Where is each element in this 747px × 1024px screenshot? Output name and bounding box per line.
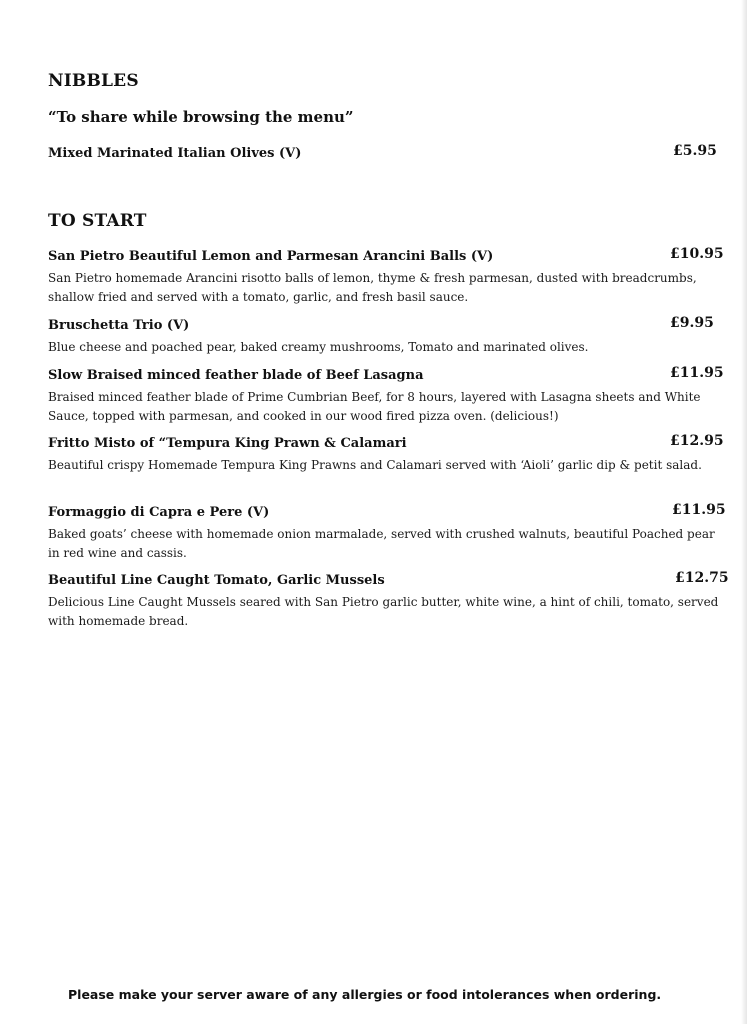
- section-heading-to-start: TO START: [48, 211, 147, 231]
- item-price: £9.95: [670, 315, 714, 331]
- item-name: Formaggio di Capra e Pere (V): [48, 505, 270, 520]
- item-price: £12.95: [670, 433, 724, 449]
- item-price: £5.95: [673, 143, 717, 159]
- item-price: £11.95: [672, 502, 726, 518]
- item-description: Braised minced feather blade of Prime Cumbrian Beef, for 8 hours, layered with Lasagna sheets and White Sauce, topped with parmesan, and cooked in our wood fired pizza oven. (delicious!): [48, 390, 701, 423]
- page-edge-shadow: [741, 0, 747, 1024]
- item-price: £12.75: [675, 570, 729, 586]
- item-name: Fritto Misto of “Tempura King Prawn & Calamari: [48, 436, 407, 451]
- item-price: £10.95: [670, 246, 724, 262]
- item-description: Delicious Line Caught Mussels seared with San Pietro garlic butter, white wine, a hint of chili, tomato, served with homemade bread.: [48, 595, 719, 628]
- item-name: Mixed Marinated Italian Olives (V): [48, 146, 302, 161]
- item-name: Slow Braised minced feather blade of Beef Lasagna: [48, 368, 424, 383]
- item-name: Bruschetta Trio (V): [48, 318, 190, 333]
- item-description: San Pietro homemade Arancini risotto balls of lemon, thyme & fresh parmesan, dusted with breadcrumbs, shallow fried and served with a tomato, garlic, and fresh basil sauce.: [48, 271, 697, 304]
- allergy-note: Please make your server aware of any allergies or food intolerances when ordering.: [68, 987, 662, 1002]
- item-description: Blue cheese and poached pear, baked creamy mushrooms, Tomato and marinated olives.: [48, 340, 589, 354]
- section-heading-nibbles: NIBBLES: [48, 71, 139, 91]
- item-price: £11.95: [670, 365, 724, 381]
- item-name: San Pietro Beautiful Lemon and Parmesan Arancini Balls (V): [48, 249, 494, 264]
- item-description: Beautiful crispy Homemade Tempura King Prawns and Calamari served with ‘Aioli’ garlic dip & petit salad.: [48, 458, 702, 472]
- nibbles-tagline: “To share while browsing the menu”: [48, 108, 354, 126]
- item-description: Baked goats’ cheese with homemade onion marmalade, served with crushed walnuts, beautiful Poached pear in red wine and cassis.: [48, 527, 715, 560]
- item-name: Beautiful Line Caught Tomato, Garlic Mussels: [48, 573, 385, 588]
